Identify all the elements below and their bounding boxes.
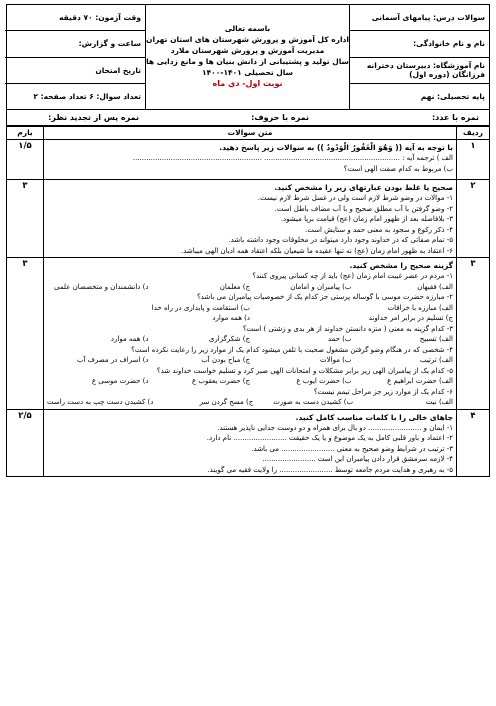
exam-term: نوبت اول- دی ماه	[212, 79, 283, 89]
mc-options	[47, 313, 453, 324]
mc-option[interactable]: الف) مبارزه با خرافات	[387, 303, 453, 312]
col-text-header: متن سوالات	[44, 127, 457, 140]
exam-duration: وقت آزمون: ۷۰ دقیقه	[5, 5, 145, 31]
exam-time: ساعت و گزارش:	[5, 31, 145, 57]
mc-question: ۶- کدام یک از موارد زیر جز مراحل تیمم نیست؟	[313, 387, 453, 396]
score-digits-field[interactable]: نمره با عدد:	[431, 113, 479, 122]
mc-option[interactable]: ج) مسح گردن سر	[199, 398, 254, 406]
question-body	[44, 140, 457, 180]
mc-option[interactable]: ج) حضرت یعقوب ع	[191, 377, 250, 385]
mc-question: ۳- کدام گزینه به معنی ( منزه دانستن خداوند از هر بدی و زشتی ) است؟	[242, 324, 453, 333]
mc-option[interactable]: الف) نیت	[425, 398, 453, 406]
mc-options	[47, 355, 453, 366]
question-body	[44, 258, 457, 410]
header-center-column	[145, 5, 349, 109]
province-office: اداره کل آموزش و پرورش شهرستان های استان تهران	[146, 34, 349, 44]
score-letters-field[interactable]: نمره با حروف:	[251, 113, 309, 122]
question-row-4	[7, 409, 490, 477]
mc-question: ۱- مردم در عصر غیبت امام زمان (عج) باید از چه کسانی پیروی کنند؟	[252, 272, 453, 280]
mc-option[interactable]: ج) شکرگزاری	[208, 335, 250, 343]
course-name: سوالات درس: پیامهای آسمانی	[350, 5, 489, 31]
mc-option[interactable]: د) اسراف در مصرف آب	[76, 356, 149, 364]
fill-blank-line[interactable]: ۵- به رهبری و هدایت مردم جامعه توسط ........................ را ولایت فقیه می گویند.	[207, 465, 453, 474]
mc-option[interactable]: د) همه موارد	[110, 335, 149, 343]
statement-line: ۶- اعتقاد به ظهور امام زمان (عج) نه تنها عقیده ما شیعیان بلکه اعتقاد همه ادیان الهی میباشد.	[181, 246, 453, 255]
question-number: ۳	[457, 258, 490, 410]
year-slogan: سال تولید و پشتیبانی از دانش بنیان ها و مانع زدایی ها	[146, 56, 349, 66]
mc-option[interactable]: د) دانشمندان و متخصصان علمی	[54, 282, 149, 291]
question-row-2	[7, 180, 490, 258]
exam-header	[6, 4, 490, 110]
mc-option[interactable]: الف) فقیهان	[417, 282, 453, 291]
question-body	[44, 180, 457, 258]
question-score: ۳	[7, 180, 44, 258]
mc-options	[47, 334, 453, 345]
statement-line: ۳- بلافاصله بعد از ظهور امام زمان (عج) قیامت برپا میشود.	[280, 215, 453, 223]
student-name-field[interactable]: نام و نام خانوادگی:	[350, 31, 489, 57]
question-number: ۴	[457, 409, 490, 477]
mc-option[interactable]: ج) تسلیم در برابر امر خداوند	[368, 314, 453, 322]
mc-option[interactable]: الف) ترتیب	[419, 356, 453, 364]
mc-question: ۲- مبارزه حضرت موسی با گوساله پرستی جز کدام یک از خصوصیات پیامبران می باشد؟	[196, 293, 453, 301]
question-title: گزینه صحیح را مشخص کنید.	[349, 261, 453, 270]
question-body	[44, 409, 457, 477]
mc-option[interactable]: د) حضرت موسی ع	[91, 377, 149, 385]
question-score: ۲/۵	[7, 409, 44, 477]
statement-line: ۲- وضو گرفتن با آب مطلق صحیح و با آب مضاف باطل است.	[274, 204, 453, 213]
question-title: صحیح یا غلط بودن عبارتهای زیر را مشخص کنید.	[274, 183, 453, 192]
exam-page	[6, 4, 490, 477]
district-office: مدیریت آموزش و پرورش شهرستان ملارد	[170, 45, 325, 55]
question-number: ۲	[457, 180, 490, 258]
bismillah-title: باسمه تعالی	[224, 24, 271, 34]
fill-blank-line[interactable]: ۱- ایمان و ........................ دو بال برای همراه و دو دوست جدایی ناپذیر هستند.	[217, 423, 453, 432]
col-row-header: ردیف	[457, 127, 490, 140]
school-name: نام آموزشگاه: دبیرستان دخترانه فرزانگان (دوره اول)	[350, 58, 489, 84]
mc-question: ۴- شخصی که در هنگام وضو گرفتن مشغول صحبت با تلفن میشود کدام یک از موارد زیر را رعایت نکرده است؟	[131, 345, 453, 354]
mc-option[interactable]: الف) تسبیح	[419, 335, 453, 343]
question-title: با توجه به آیه (( وَهُوَ الْغَفُورُ الْوَدُودُ )) به سوالات زیر پاسخ دهید.	[219, 143, 453, 152]
question-title: جاهای خالی را با کلمات مناسب کامل کنید.	[295, 412, 453, 422]
academic-year: سال تحصیلی ۱۴۰۱-۱۴۰۰	[202, 67, 293, 77]
mc-option[interactable]: د) کشیدن دست چپ به دست راست	[46, 398, 154, 406]
statement-line: ۴- ذکر رکوع و سجود به معنی حمد و ستایش است.	[305, 225, 453, 234]
question-number: ۱	[457, 140, 490, 180]
header-right-column	[349, 5, 489, 109]
mc-option[interactable]: ب) حمد	[327, 335, 352, 343]
score-bar	[6, 110, 490, 126]
header-left-column	[5, 5, 145, 109]
exam-date: تاریخ امتحان	[5, 58, 145, 84]
mc-option[interactable]: ب) کشیدن دست به صورت	[273, 398, 354, 406]
statement-line: ۱- موالات در وضو شرط لازم است ولی در غسل شرط لازم نیست.	[257, 194, 453, 202]
grade-level: پایه تحصیلی: نهم	[420, 91, 485, 101]
mc-options	[47, 282, 453, 293]
mc-option[interactable]: ب) استقامت و پایداری در راه خدا	[151, 303, 250, 312]
fill-blank-line[interactable]: ۳- ترتیب در شرایط وضو صحیح به معنی ........................ می باشد.	[251, 444, 453, 453]
question-score: ۱/۵	[7, 140, 44, 180]
mc-option[interactable]: ب) حضرت ایوب ع	[296, 377, 352, 385]
question-row-3	[7, 258, 490, 410]
mc-option[interactable]: ب) پیامبران و امامان	[290, 282, 352, 291]
mc-option[interactable]: الف) حضرت ابراهیم ع	[387, 377, 453, 385]
fill-blank-line[interactable]: ۴- لازمه سرمشق قرار دادن پیامبران این است ........................	[262, 455, 453, 463]
question-line: ب) مربوط به کدام صفت الهی است؟	[343, 164, 453, 173]
mc-option[interactable]: د) همه موارد	[212, 314, 250, 322]
mc-options	[47, 397, 453, 408]
col-score-header: بارم	[7, 127, 44, 140]
mc-option[interactable]: ج) معلمان	[219, 282, 250, 291]
answer-line[interactable]: الف ) ترجمه آیه : ............................................................. ..........................................................	[132, 154, 453, 162]
mc-options	[47, 303, 453, 314]
question-page-count: تعداد سوال: ۶ تعداد صفحه: ۲	[33, 91, 141, 101]
mc-options	[47, 376, 453, 387]
questions-table	[6, 126, 490, 477]
score-review-field[interactable]: نمره پس از تجدید نظر:	[48, 113, 139, 122]
question-row-1	[7, 140, 490, 180]
mc-question: ۵- کدام یک از پیامبران الهی زیر برابر مشکلات و امتحانات الهی صبر کرد و تسلیم خواست خداوند شد؟	[156, 366, 453, 375]
mc-option[interactable]: ج) مباح بودن آب	[201, 356, 250, 364]
table-header-row	[7, 127, 490, 140]
statement-line: ۵- تمام صفاتی که در خداوند وجود دارد میتواند در مخلوقات وجود داشته باشد.	[228, 236, 453, 244]
question-score: ۳	[7, 258, 44, 410]
fill-blank-line[interactable]: ۲- اعتماد و باور قلبی کامل به یک موضوع و یا یک حقیقت ........................ نام دارد.	[206, 434, 453, 442]
mc-option[interactable]: ب) موالات	[320, 356, 352, 364]
